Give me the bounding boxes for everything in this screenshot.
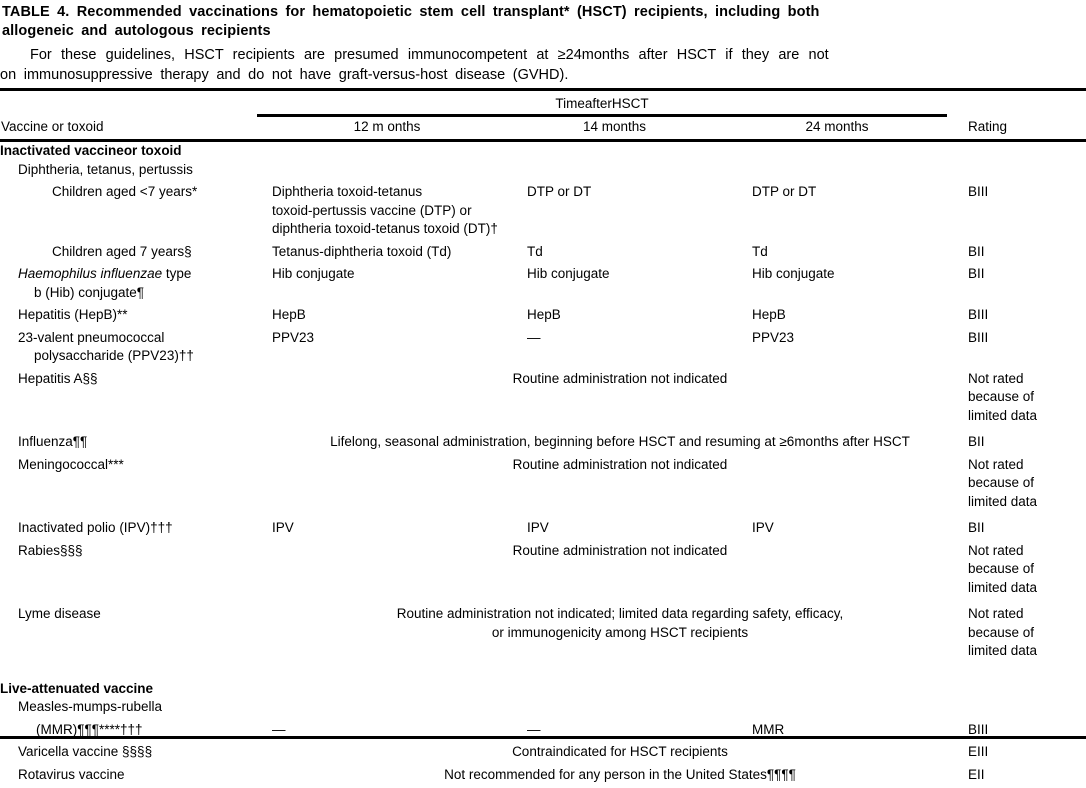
- table-row: [0, 433, 1086, 452]
- row-span-value: Routine administration not indicated; limited data regarding safety, efficacy, or immunogenicity among HSCT recipients: [396, 606, 844, 640]
- row-rating: BIII: [968, 329, 989, 345]
- table-row: [0, 183, 1086, 239]
- row-label: Children aged 7 years§: [52, 243, 192, 259]
- section-heading: Live-attenuated vaccine: [0, 680, 154, 696]
- table-row: [0, 306, 1086, 325]
- row-value-14-months: [527, 161, 752, 180]
- rule-top: [0, 88, 1086, 91]
- row-label: Hepatitis (HepB)**: [18, 307, 128, 322]
- column-header-rating: Rating: [968, 119, 1008, 134]
- rule-header-span: [257, 114, 947, 117]
- row-label: Diphtheria, tetanus, pertussis: [18, 161, 193, 177]
- row-label: Varicella vaccine §§§§: [18, 744, 153, 759]
- row-gap: [0, 425, 1086, 433]
- row-label: Lyme disease: [18, 606, 101, 621]
- row-label: Children aged <7 years*: [52, 184, 198, 199]
- row-value-12-months: [272, 698, 527, 717]
- row-gap: [0, 597, 1086, 605]
- table-intro-line-2: on immunosuppressive therapy and do not have graft-versus-host disease (GVHD).: [0, 66, 569, 83]
- table-row: [0, 698, 1086, 717]
- table-row: [0, 743, 1086, 762]
- table-body: [0, 142, 1086, 788]
- row-value-24-months: Hib conjugate: [752, 266, 835, 281]
- row-label: Measles-mumps-rubella: [18, 699, 163, 714]
- row-value-24-months: HepB: [752, 307, 786, 322]
- row-value-14-months: HepB: [527, 307, 561, 322]
- table-row: [0, 456, 1086, 512]
- table-title-line-1: TABLE 4. Recommended vaccinations for hematopoietic stem cell transplant* (HSCT) recipients, including both: [2, 4, 820, 20]
- table-row: [0, 605, 1086, 661]
- table-row: [0, 243, 1086, 262]
- row-rating: Not rated because of limited data: [968, 542, 1038, 595]
- row-value-14-months: [527, 698, 752, 717]
- table-row: [0, 542, 1086, 598]
- row-value-24-months: MMR: [752, 721, 785, 737]
- row-label: 23-valent pneumococcal polysaccharide (PPV23)††: [18, 329, 194, 363]
- row-value-12-months: PPV23: [272, 329, 315, 345]
- row-value-14-months: IPV: [527, 520, 549, 535]
- table-row: [0, 329, 1086, 366]
- row-value-12-months: IPV: [272, 520, 294, 535]
- table-row: [0, 766, 1086, 785]
- row-label: (MMR)¶¶¶****†††: [36, 721, 143, 737]
- column-header-14-months: 14 months: [582, 119, 647, 134]
- row-span-value: Routine administration not indicated: [512, 370, 728, 386]
- row-gap: [0, 661, 1086, 669]
- row-label: Hepatitis A§§: [18, 370, 98, 386]
- table-row: [0, 265, 1086, 302]
- table-title: [0, 0, 1086, 41]
- row-rating: [968, 161, 1086, 180]
- column-header-12-months: 12 m onths: [353, 119, 421, 134]
- row-value-24-months: [752, 698, 968, 717]
- row-label: Haemophilus influenzae type b (Hib) conjugate¶: [18, 266, 192, 300]
- row-value-24-months: Td: [752, 243, 768, 259]
- table-rows-container: [0, 142, 1086, 788]
- row-value-14-months: Td: [527, 243, 543, 259]
- table-row: [0, 370, 1086, 426]
- row-span-value: Not recommended for any person in the United States¶¶¶¶: [444, 766, 796, 782]
- species-name: Haemophilus influenzae: [18, 266, 163, 281]
- row-span-value: Lifelong, seasonal administration, beginning before HSCT and resuming at ≥6months after HSCT: [330, 434, 910, 449]
- row-label: Meningococcal***: [18, 456, 124, 472]
- row-span-value: Routine administration not indicated: [512, 542, 728, 558]
- row-value-24-months: [752, 161, 968, 180]
- row-value-14-months: —: [527, 329, 541, 345]
- column-group-header-time-after-hsct: TimeafterHSCT: [555, 96, 649, 111]
- row-value-12-months: Diphtheria toxoid-tetanus toxoid-pertussis vaccine (DTP) or diphtheria toxoid-tetanus toxoid (DT)†: [272, 184, 498, 236]
- row-rating: BIII: [968, 307, 989, 322]
- row-value-14-months: DTP or DT: [527, 184, 592, 199]
- row-rating: Not rated because of limited data: [968, 456, 1038, 509]
- row-value-12-months: HepB: [272, 307, 306, 322]
- vaccination-table: [0, 142, 1086, 788]
- row-rating: BIII: [968, 721, 989, 737]
- section-heading-row: [0, 680, 1086, 699]
- row-gap: [0, 511, 1086, 519]
- row-value-14-months: —: [527, 721, 541, 737]
- row-value-12-months: —: [272, 721, 286, 737]
- section-heading: Inactivated vaccineor toxoid: [0, 143, 182, 158]
- table-intro-line-1: For these guidelines, HSCT recipients are presumed immunocompetent at ≥24months after HSCT if they are not: [30, 47, 829, 63]
- row-rating: Not rated because of limited data: [968, 370, 1038, 423]
- column-header-vaccine-or-toxoid: Vaccine or toxoid: [1, 119, 104, 134]
- table-row: [0, 519, 1086, 538]
- table-title-line-2: allogeneic and autologous recipients: [2, 23, 271, 39]
- section-gap: [0, 669, 1086, 680]
- row-rating: EII: [968, 766, 985, 782]
- row-label: Rotavirus vaccine: [18, 766, 125, 782]
- row-rating: Not rated because of limited data: [968, 606, 1038, 658]
- row-label: Inactivated polio (IPV)†††: [18, 520, 173, 535]
- row-label: Influenza¶¶: [18, 434, 88, 449]
- row-rating: BII: [968, 520, 985, 535]
- row-value-12-months: Hib conjugate: [272, 266, 355, 281]
- row-value-24-months: DTP or DT: [752, 184, 817, 199]
- column-header-24-months: 24 months: [805, 119, 869, 134]
- row-span-value: Routine administration not indicated: [512, 456, 728, 472]
- row-rating: BII: [968, 243, 985, 259]
- row-rating: [968, 698, 1086, 717]
- table-row: [0, 721, 1086, 740]
- row-span-value: Contraindicated for HSCT recipients: [512, 744, 728, 759]
- row-rating: BIII: [968, 184, 989, 199]
- row-label: Rabies§§§: [18, 542, 83, 558]
- row-rating: BII: [968, 266, 985, 281]
- row-rating: BII: [968, 434, 985, 449]
- row-value-14-months: Hib conjugate: [527, 266, 610, 281]
- table-intro: [0, 41, 1086, 85]
- row-gap: [0, 784, 1086, 788]
- row-rating: EIII: [968, 744, 989, 759]
- row-value-24-months: IPV: [752, 520, 774, 535]
- row-value-12-months: Tetanus-diphtheria toxoid (Td): [272, 243, 452, 259]
- row-value-12-months: [272, 161, 527, 180]
- table-row: [0, 161, 1086, 180]
- section-heading-row: [0, 142, 1086, 161]
- row-value-24-months: PPV23: [752, 329, 795, 345]
